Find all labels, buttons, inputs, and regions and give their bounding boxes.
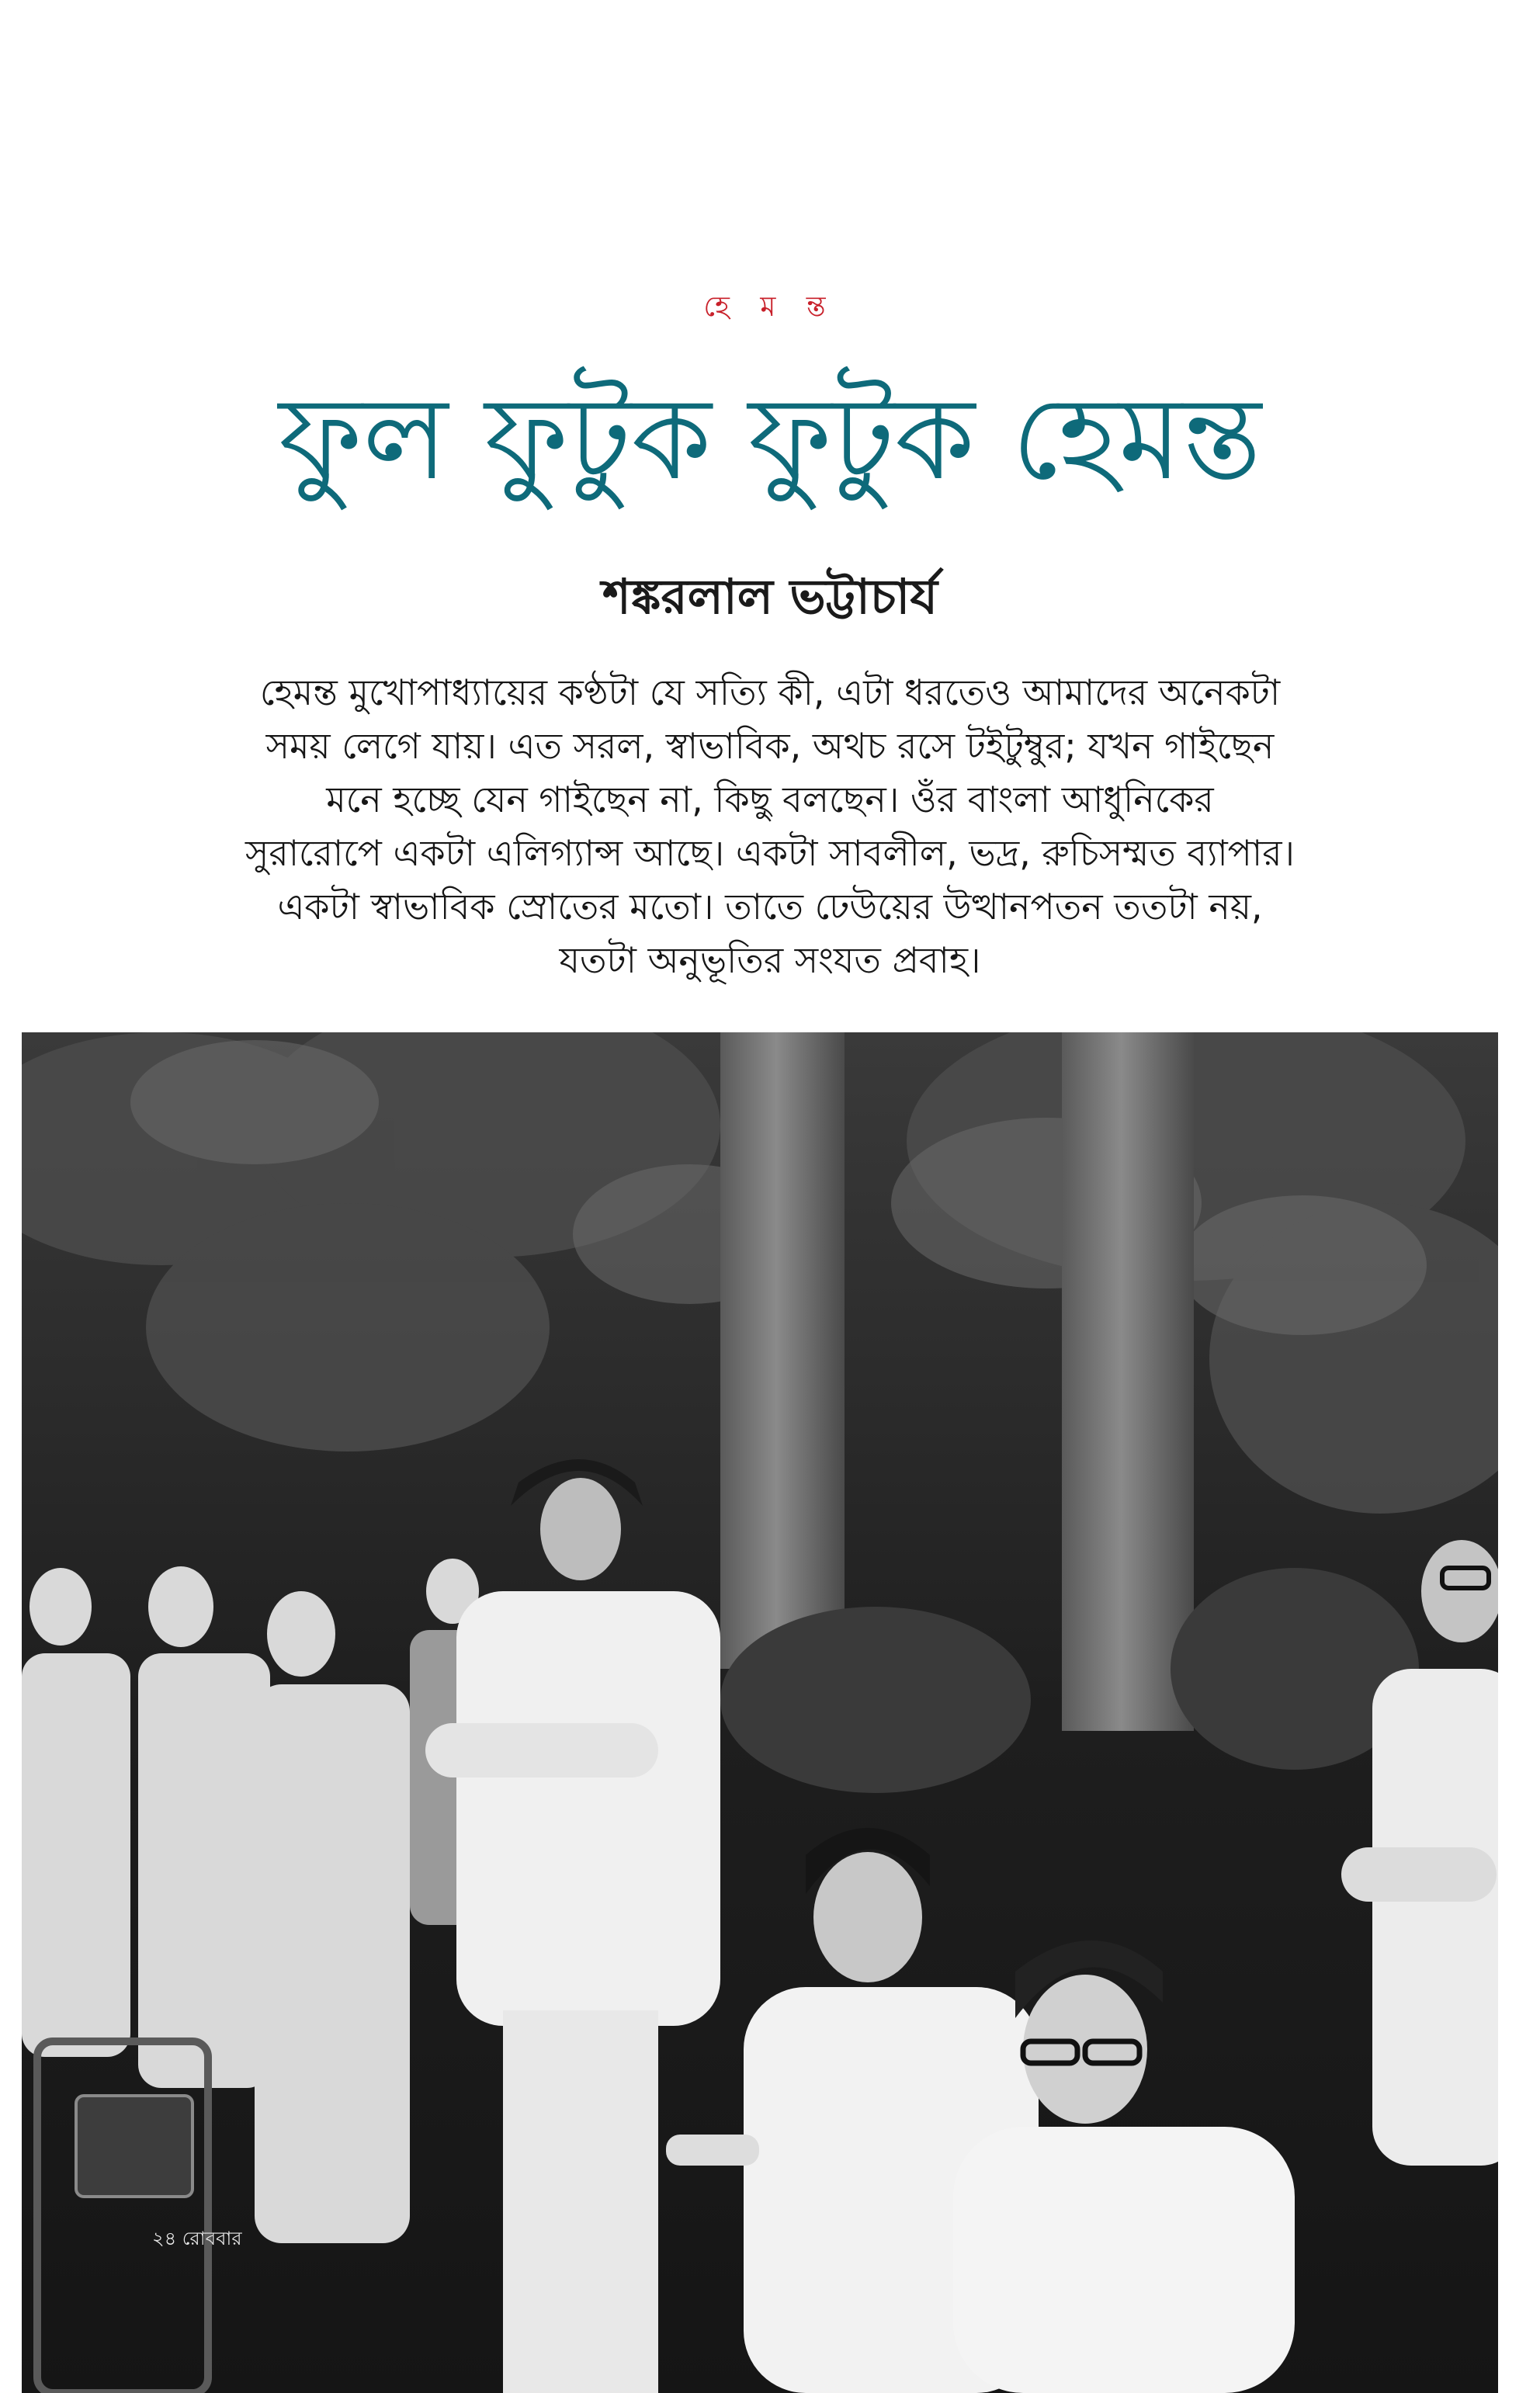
- intro-line: সুরারোপে একটা এলিগ্যান্স আছে। একটা সাবলীল, ভদ্র, রুচিসম্মত ব্যাপার।: [245, 832, 1295, 874]
- intro-line: সময় লেগে যায়। এত সরল, স্বাভাবিক, অথচ রসে টইটুম্বুর; যখন গাইছেন: [265, 725, 1275, 767]
- intro-line: একটা স্বাভাবিক স্রোতের মতো। তাতে ঢেউয়ের উত্থানপতন ততটা নয়,: [277, 886, 1263, 928]
- intro-line: যতটা অনুভূতির সংযত প্রবাহ।: [559, 939, 981, 981]
- photo-illustration: [22, 1032, 1498, 2393]
- intro-line: মনে হচ্ছে যেন গাইছেন না, কিছু বলছেন। ওঁর বাংলা আধুনিকের: [326, 779, 1214, 820]
- intro-paragraph: [179, 666, 1361, 987]
- page-folio: ২৪ রোববার: [152, 2228, 242, 2249]
- article-photo: [22, 1032, 1498, 2393]
- section-kicker: হে ম ন্ত: [703, 291, 837, 323]
- intro-line: হেমন্ত মুখোপাধ্যায়ের কণ্ঠটা যে সত্যি কী, এটা ধরতেও আমাদের অনেকটা: [259, 671, 1281, 713]
- author-byline: শঙ্করলাল ভট্টাচার্য: [602, 568, 938, 625]
- article-title: ফুল ফুটুক ফুটুক হেমন্ত: [278, 372, 1262, 505]
